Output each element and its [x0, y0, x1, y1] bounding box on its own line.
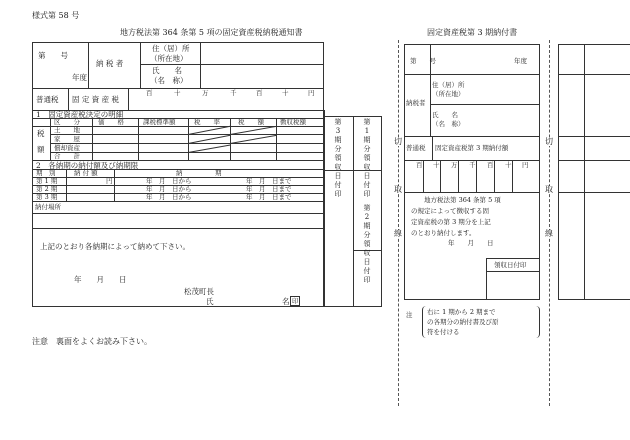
receipt-taxpayer-label: 納税者: [406, 99, 426, 107]
period-3-from: 年 月 日から: [146, 193, 192, 201]
receipt-statement-1: 地方税法第 364 条第 5 項: [424, 196, 501, 204]
receipt-digit-4: 千: [469, 161, 476, 169]
cut-char-right-2: 取: [545, 185, 553, 194]
cut-char-1: 切: [394, 137, 402, 146]
deadline-col: 納 期: [176, 169, 222, 177]
notice-digit-7: 円: [308, 89, 315, 97]
mayor-label: 松茂町長: [184, 287, 214, 296]
stub-frame: [558, 44, 630, 300]
notice-tax-label-1: 普通税: [36, 95, 59, 104]
notice-taxpayer-label: 納 税 者: [96, 59, 124, 68]
col-rate: 税 率: [194, 118, 220, 126]
mayor-seal-label: 名: [282, 297, 290, 306]
receipt-title: 固定資産税第 3 期納付書: [427, 28, 518, 37]
notice-digit-4: 千: [230, 89, 237, 97]
stamp-p2: 第 2 期分 領収 日付 印: [363, 204, 371, 284]
receipt-name-label: 氏 名: [432, 111, 458, 119]
mayor-name-label: 氏: [206, 297, 214, 306]
receipt-digit-7: 円: [522, 161, 529, 169]
place-label: 納付場所: [35, 203, 61, 211]
receipt-statement-date: 年 月 日: [448, 239, 494, 247]
instruction-text: 上記のとおり各納期によって納めて下さい。: [40, 242, 190, 251]
receipt-digit-3: 万: [451, 161, 458, 169]
side-label-tax: 税: [37, 129, 45, 138]
col-standard: 課税標準額: [143, 118, 176, 126]
receipt-stamp-label: 領収日付印: [494, 261, 527, 269]
col-price: 価 格: [98, 118, 124, 126]
cut-char-right-3: 線: [545, 229, 553, 238]
cut-line-right: [549, 40, 550, 406]
notice-digit-2: 十: [174, 89, 181, 97]
notice-digit-6: 十: [282, 89, 289, 97]
notice-name-sub-label: （名 称）: [150, 76, 188, 85]
receipt-tax-desc: 固定資産税第 3 期納付額: [435, 144, 509, 152]
receipt-address-label: 住（居）所: [432, 81, 465, 89]
cut-char-right-1: 切: [545, 137, 553, 146]
period-2-from: 年 月 日から: [146, 185, 192, 193]
mayor-seal-char: 印: [292, 297, 299, 305]
cut-char-2: 取: [394, 185, 402, 194]
receipt-digit-6: 十: [505, 161, 512, 169]
receipt-statement-2: の規定によって徴収する固: [411, 207, 489, 215]
receipt-name-sub-label: （名 称）: [432, 120, 465, 128]
issue-date-label: 年 月 日: [74, 275, 127, 284]
receipt-statement-4: のとおり納付します。: [411, 229, 476, 237]
notice-number-label: 第 号: [38, 51, 68, 60]
notice-title: 地方税法第 364 条第 5 項の固定資産税納税通知書: [120, 28, 303, 37]
receipt-year-label: 年度: [514, 57, 527, 65]
period-1-yen: 円: [106, 177, 113, 185]
section2-title: 2 各納期の納付額及び納期限: [36, 161, 139, 170]
receipt-number-label: 第 号: [410, 57, 436, 65]
receipt-statement-3: 定資産税の第 3 期分を上記: [411, 218, 491, 226]
notice-year-label: 年度: [72, 73, 87, 82]
notice-tax-label-2: 固 定 資 産 税: [72, 95, 120, 104]
notice-digit-5: 百: [256, 89, 263, 97]
receipt-note-label: 注: [406, 311, 413, 319]
period-3-to: 年 月 日まで: [246, 193, 292, 201]
col-tax: 税 額: [238, 118, 264, 126]
period-2: 第 2 期: [36, 185, 58, 193]
receipt-note-3: 符を付ける: [427, 328, 460, 336]
notice-location-label: （所在地）: [150, 54, 188, 63]
period-1: 第 1 期: [36, 177, 58, 185]
receipt-tax-label: 普通税: [406, 144, 426, 152]
receipt-note-1: 右に 1 期から 2 期まで: [427, 308, 496, 316]
receipt-note-2: の各期分の納付書及び原: [427, 318, 499, 326]
stamp-p1: 第 1 期分 領収 日付 印: [363, 118, 371, 198]
col-collect: 徴収税額: [280, 118, 306, 126]
footer-note: 注意 裏面をよくお読み下さい。: [32, 337, 152, 346]
cut-line-left: [398, 40, 399, 406]
row-total: 合 計: [54, 152, 80, 160]
cut-char-3: 線: [394, 229, 402, 238]
row-land: 土 地: [54, 126, 80, 134]
period-col: 期 別: [36, 169, 56, 177]
receipt-digit-1: 百: [416, 161, 423, 169]
receipt-digit-2: 十: [433, 161, 440, 169]
notice-name-label: 氏 名: [152, 66, 182, 75]
section1-title: 1 固定資産税決定の明細: [36, 110, 124, 119]
amount-col: 納 付 額: [74, 169, 98, 177]
row-house: 家 屋: [54, 135, 80, 143]
receipt-location-label: （所在地）: [432, 90, 465, 98]
notice-digit-3: 万: [202, 89, 209, 97]
row-depreciable: 償却資産: [54, 144, 80, 152]
period-1-to: 年 月 日まで: [246, 177, 292, 185]
period-1-from: 年 月 日から: [146, 177, 192, 185]
receipt-digit-5: 百: [487, 161, 494, 169]
col-category: 区 分: [54, 118, 80, 126]
period-3: 第 3 期: [36, 193, 58, 201]
period-2-to: 年 月 日まで: [246, 185, 292, 193]
stamp-p3: 第 3 期分 領収 日付 印: [334, 118, 342, 198]
side-label-amount: 額: [37, 145, 45, 154]
notice-digit-1: 百: [146, 89, 153, 97]
notice-address-label: 住（居）所: [152, 44, 190, 53]
form-number: 様式第 58 号: [32, 11, 80, 20]
